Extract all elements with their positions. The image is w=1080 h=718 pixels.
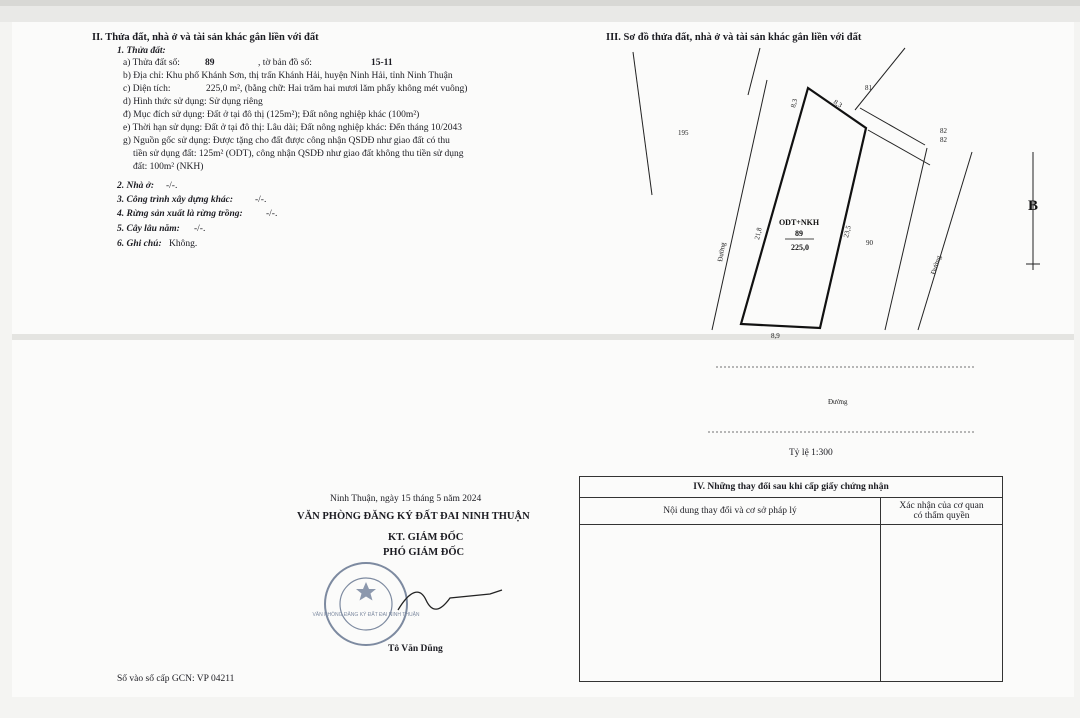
origin-line-2: tiền sử dụng đất: 125m² (ODT), công nhận QSDĐ như giao đất không thu tiền sử dụng (133, 149, 464, 159)
neighbor-label-195: 195 (678, 129, 689, 137)
origin-line-1: g) Nguồn gốc sử dụng: Được tặng cho đất được công nhận QSDĐ như giao đất có thu (123, 136, 450, 146)
dimension-label: 23,5 (842, 224, 853, 239)
deputy-director: PHÓ GIÁM ĐỐC (383, 547, 465, 558)
section4-heading: IV. Những thay đổi sau khi cấp giấy chứng nhận (580, 477, 1003, 498)
road-label: Đường (929, 254, 943, 276)
perennial-label: 5. Cây lâu năm: (117, 224, 180, 234)
neighbor-boundary (855, 48, 905, 110)
signer-name: Tô Văn Dũng (388, 644, 443, 654)
dimension-label: 8,9 (771, 332, 780, 340)
map-scale: Tỷ lệ 1:300 (789, 448, 833, 458)
neighbor-label-90: 90 (866, 239, 873, 247)
house-label: 2. Nhà ở: (117, 181, 155, 191)
road-edge (712, 80, 767, 330)
register-number: Số vào sổ cấp GCN: VP 04211 (117, 674, 235, 684)
approval-header-line2: có thẩm quyền (913, 511, 970, 521)
signature-mark (390, 582, 510, 622)
changes-content-cell (580, 525, 881, 682)
neighbor-label-82: 82 (940, 127, 947, 135)
neighbor-boundary (918, 152, 972, 330)
road-label: Đường (716, 241, 728, 263)
note-label: 6. Ghi chú: (117, 239, 162, 249)
origin-line-3: đất: 100m² (NKH) (133, 162, 204, 172)
approval-header (881, 498, 1003, 525)
sheet-number: 15-11 (371, 58, 393, 68)
usage-term: e) Thời hạn sử dụng: Đất ở tại đô thị: Lâu dài; Đất nông nghiệp khác: Đến tháng 10/2043 (123, 123, 463, 133)
changes-content-header: Nội dung thay đổi và cơ sở pháp lý (580, 498, 881, 525)
road-label: Đường (828, 398, 848, 406)
issuing-office: VĂN PHÒNG ĐĂNG KÝ ĐẤT ĐAI NINH THUẬN (297, 511, 530, 522)
house-value: -/-. (166, 181, 178, 191)
dimension-label: 21,8 (753, 226, 764, 241)
neighbor-label-82: 82 (940, 136, 947, 144)
neighbor-boundary (860, 108, 925, 145)
kt-director: KT. GIÁM ĐỐC (388, 532, 464, 543)
address-line: b) Địa chỉ: Khu phố Khánh Sơn, thị trấn Khánh Hải, huyện Ninh Hải, tỉnh Ninh Thuận (123, 71, 453, 81)
parcel-use-code: ODT+NKH (778, 218, 820, 227)
approval-cell (881, 525, 1003, 682)
svg-text:VĂN PHÒNG ĐĂNG KÝ ĐẤT ĐAI NINH: VĂN PHÒNG ĐĂNG KÝ ĐẤT ĐAI NINH THUẬN (312, 612, 420, 618)
other-works-value: -/-. (255, 195, 267, 205)
area-label: c) Diện tích: (123, 84, 171, 94)
parcel-area-label: 225,0 (791, 243, 809, 252)
approval-header-line1: Xác nhận của cơ quan (899, 501, 984, 511)
neighbor-boundary (868, 130, 930, 165)
note-value: Không. (169, 239, 198, 249)
neighbor-boundary (748, 48, 760, 95)
parcel-label: a) Thửa đất số: (123, 58, 180, 68)
perennial-value: -/-. (194, 224, 206, 234)
forest-label: 4. Rừng sản xuất là rừng trồng: (117, 209, 243, 219)
sign-date: Ninh Thuận, ngày 15 tháng 5 năm 2024 (330, 494, 482, 504)
north-label: B (1028, 198, 1039, 214)
parcel-89-boundary (741, 88, 866, 328)
sheet-label: , tờ bản đồ số: (258, 58, 312, 68)
neighbor-boundary (633, 52, 652, 195)
usage-purpose: đ) Mục đích sử dụng: Đất ở tại đô thị (125m²); Đất nông nghiệp khác (100m²) (123, 110, 420, 120)
dimension-label: 8,3 (831, 98, 844, 110)
forest-value: -/-. (266, 209, 278, 219)
usage-form: d) Hình thức sử dụng: Sử dụng riêng (123, 97, 263, 107)
parcel-number-label: 89 (795, 229, 803, 238)
other-works-label: 3. Công trình xây dựng khác: (117, 195, 234, 205)
area-value: 225,0 m², (bằng chữ: Hai trăm hai mươi lăm phẩy không mét vuông) (206, 84, 468, 94)
neighbor-label-81: 81 (865, 84, 872, 92)
dimension-label: 8,3 (789, 97, 800, 109)
section2-heading: II. Thửa đất, nhà ở và tài sản khác gắn liền với đất (92, 32, 319, 43)
parcel-number: 89 (205, 58, 215, 68)
changes-table (579, 476, 1003, 682)
land-heading: 1. Thửa đất: (117, 46, 166, 56)
section3-heading: III. Sơ đồ thửa đất, nhà ở và tài sản khác gắn liền với đất (606, 32, 862, 43)
neighbor-boundary (885, 148, 927, 330)
